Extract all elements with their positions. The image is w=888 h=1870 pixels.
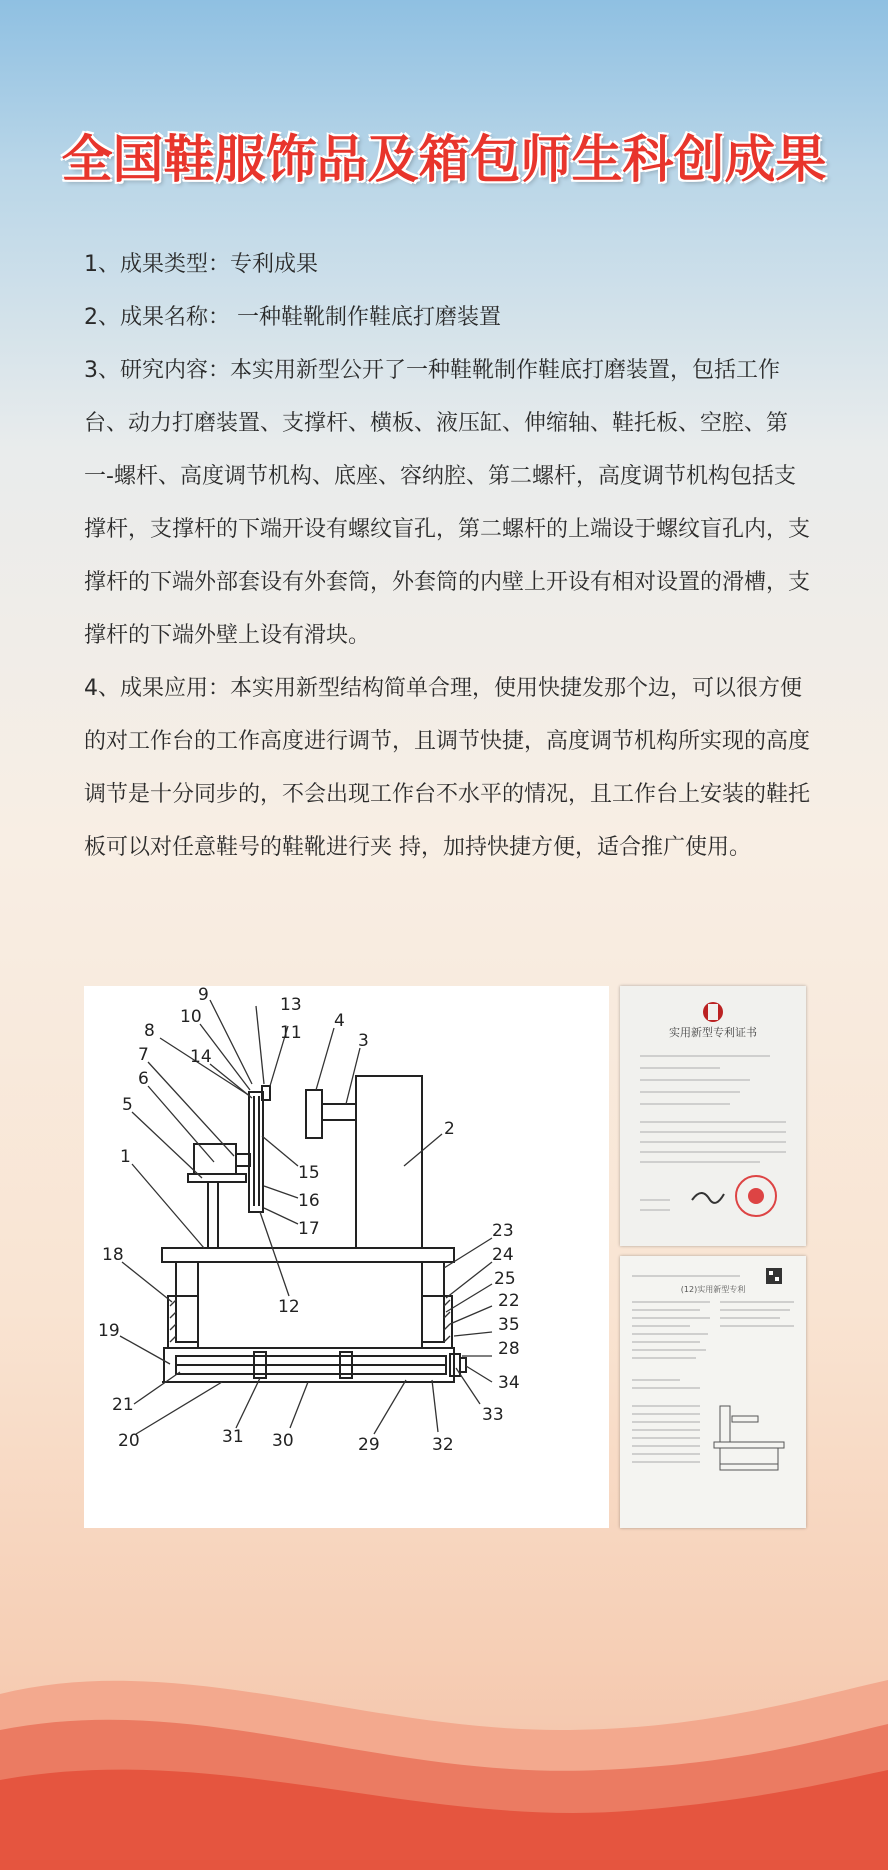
- label-24: 24: [492, 1245, 514, 1265]
- label-17: 17: [298, 1219, 320, 1239]
- label-15: 15: [298, 1163, 320, 1183]
- label-29: 29: [358, 1435, 380, 1455]
- label-18: 18: [102, 1245, 124, 1265]
- label-19: 19: [98, 1321, 120, 1341]
- label-31: 31: [222, 1427, 244, 1447]
- label-34: 34: [498, 1373, 520, 1393]
- patent-document-svg: [620, 1256, 806, 1528]
- label-14: 14: [190, 1047, 212, 1067]
- item-name: 2、成果名称： 一种鞋靴制作鞋底打磨装置: [84, 305, 501, 330]
- label-10: 10: [180, 1007, 202, 1027]
- label-33: 33: [482, 1405, 504, 1425]
- label-16: 16: [298, 1191, 320, 1211]
- signature-icon: [692, 1193, 724, 1203]
- label-4: 4: [334, 1011, 345, 1031]
- label-32: 32: [432, 1435, 454, 1455]
- label-5: 5: [122, 1095, 133, 1115]
- label-12: 12: [278, 1297, 300, 1317]
- patent-diagram: [84, 986, 609, 1528]
- label-30: 30: [272, 1431, 294, 1451]
- qr-code-icon: [766, 1268, 782, 1284]
- certificate-title: 实用新型专利证书: [669, 1026, 757, 1039]
- label-7: 7: [138, 1045, 149, 1065]
- label-8: 8: [144, 1021, 155, 1041]
- label-11: 11: [280, 1023, 302, 1043]
- patent-certificate: [620, 986, 806, 1246]
- label-20: 20: [118, 1431, 140, 1451]
- item-research: 3、研究内容：本实用新型公开了一种鞋靴制作鞋底打磨装置，包括工作台、动力打磨装置、支撑杆、横板、液压缸、伸缩轴、鞋托板、空腔、第一-螺杆、高度调节机构、底座、容纳腔、第二螺杆，高度调节机构包括支撑杆，支撑杆的下端开设有螺纹盲孔，第二螺杆的上端设于螺纹盲孔内，支撑杆的下端外部套设有外套筒，外套筒的内壁上开设有相对设置的滑槽，支撑杆的下端外壁上设有滑块。: [84, 358, 811, 648]
- label-3: 3: [358, 1031, 369, 1051]
- label-6: 6: [138, 1069, 149, 1089]
- label-2: 2: [444, 1119, 455, 1139]
- label-1: 1: [120, 1147, 131, 1167]
- patent-document-header: (12)实用新型专利: [680, 1285, 746, 1294]
- label-23: 23: [492, 1221, 514, 1241]
- patent-drawing-svg: [84, 986, 609, 1528]
- label-22: 22: [498, 1291, 520, 1311]
- label-21: 21: [112, 1395, 134, 1415]
- label-35: 35: [498, 1315, 520, 1335]
- label-28: 28: [498, 1339, 520, 1359]
- item-application: 4、成果应用：本实用新型结构简单合理，使用快捷发那个边，可以很方便的对工作台的工作高度进行调节，且调节快捷，高度调节机构所实现的高度调节是十分同步的，不会出现工作台不水平的情况，且工作台上安装的鞋托板可以对任意鞋号的鞋靴进行夹 持，加持快捷方便，适合推广使用。: [84, 676, 811, 860]
- label-13: 13: [280, 995, 302, 1015]
- page-title: 全国鞋服饰品及箱包师生科创成果: [61, 130, 827, 190]
- decorative-wave: [0, 1660, 888, 1870]
- patent-office-logo-icon: [703, 1002, 723, 1022]
- column-shape: [356, 1076, 422, 1248]
- patent-document: [620, 1256, 806, 1528]
- item-type: 1、成果类型：专利成果: [84, 252, 318, 277]
- mini-drawing-icon: [714, 1406, 784, 1470]
- label-25: 25: [494, 1269, 516, 1289]
- content-block: [84, 238, 814, 874]
- label-9: 9: [198, 986, 209, 1005]
